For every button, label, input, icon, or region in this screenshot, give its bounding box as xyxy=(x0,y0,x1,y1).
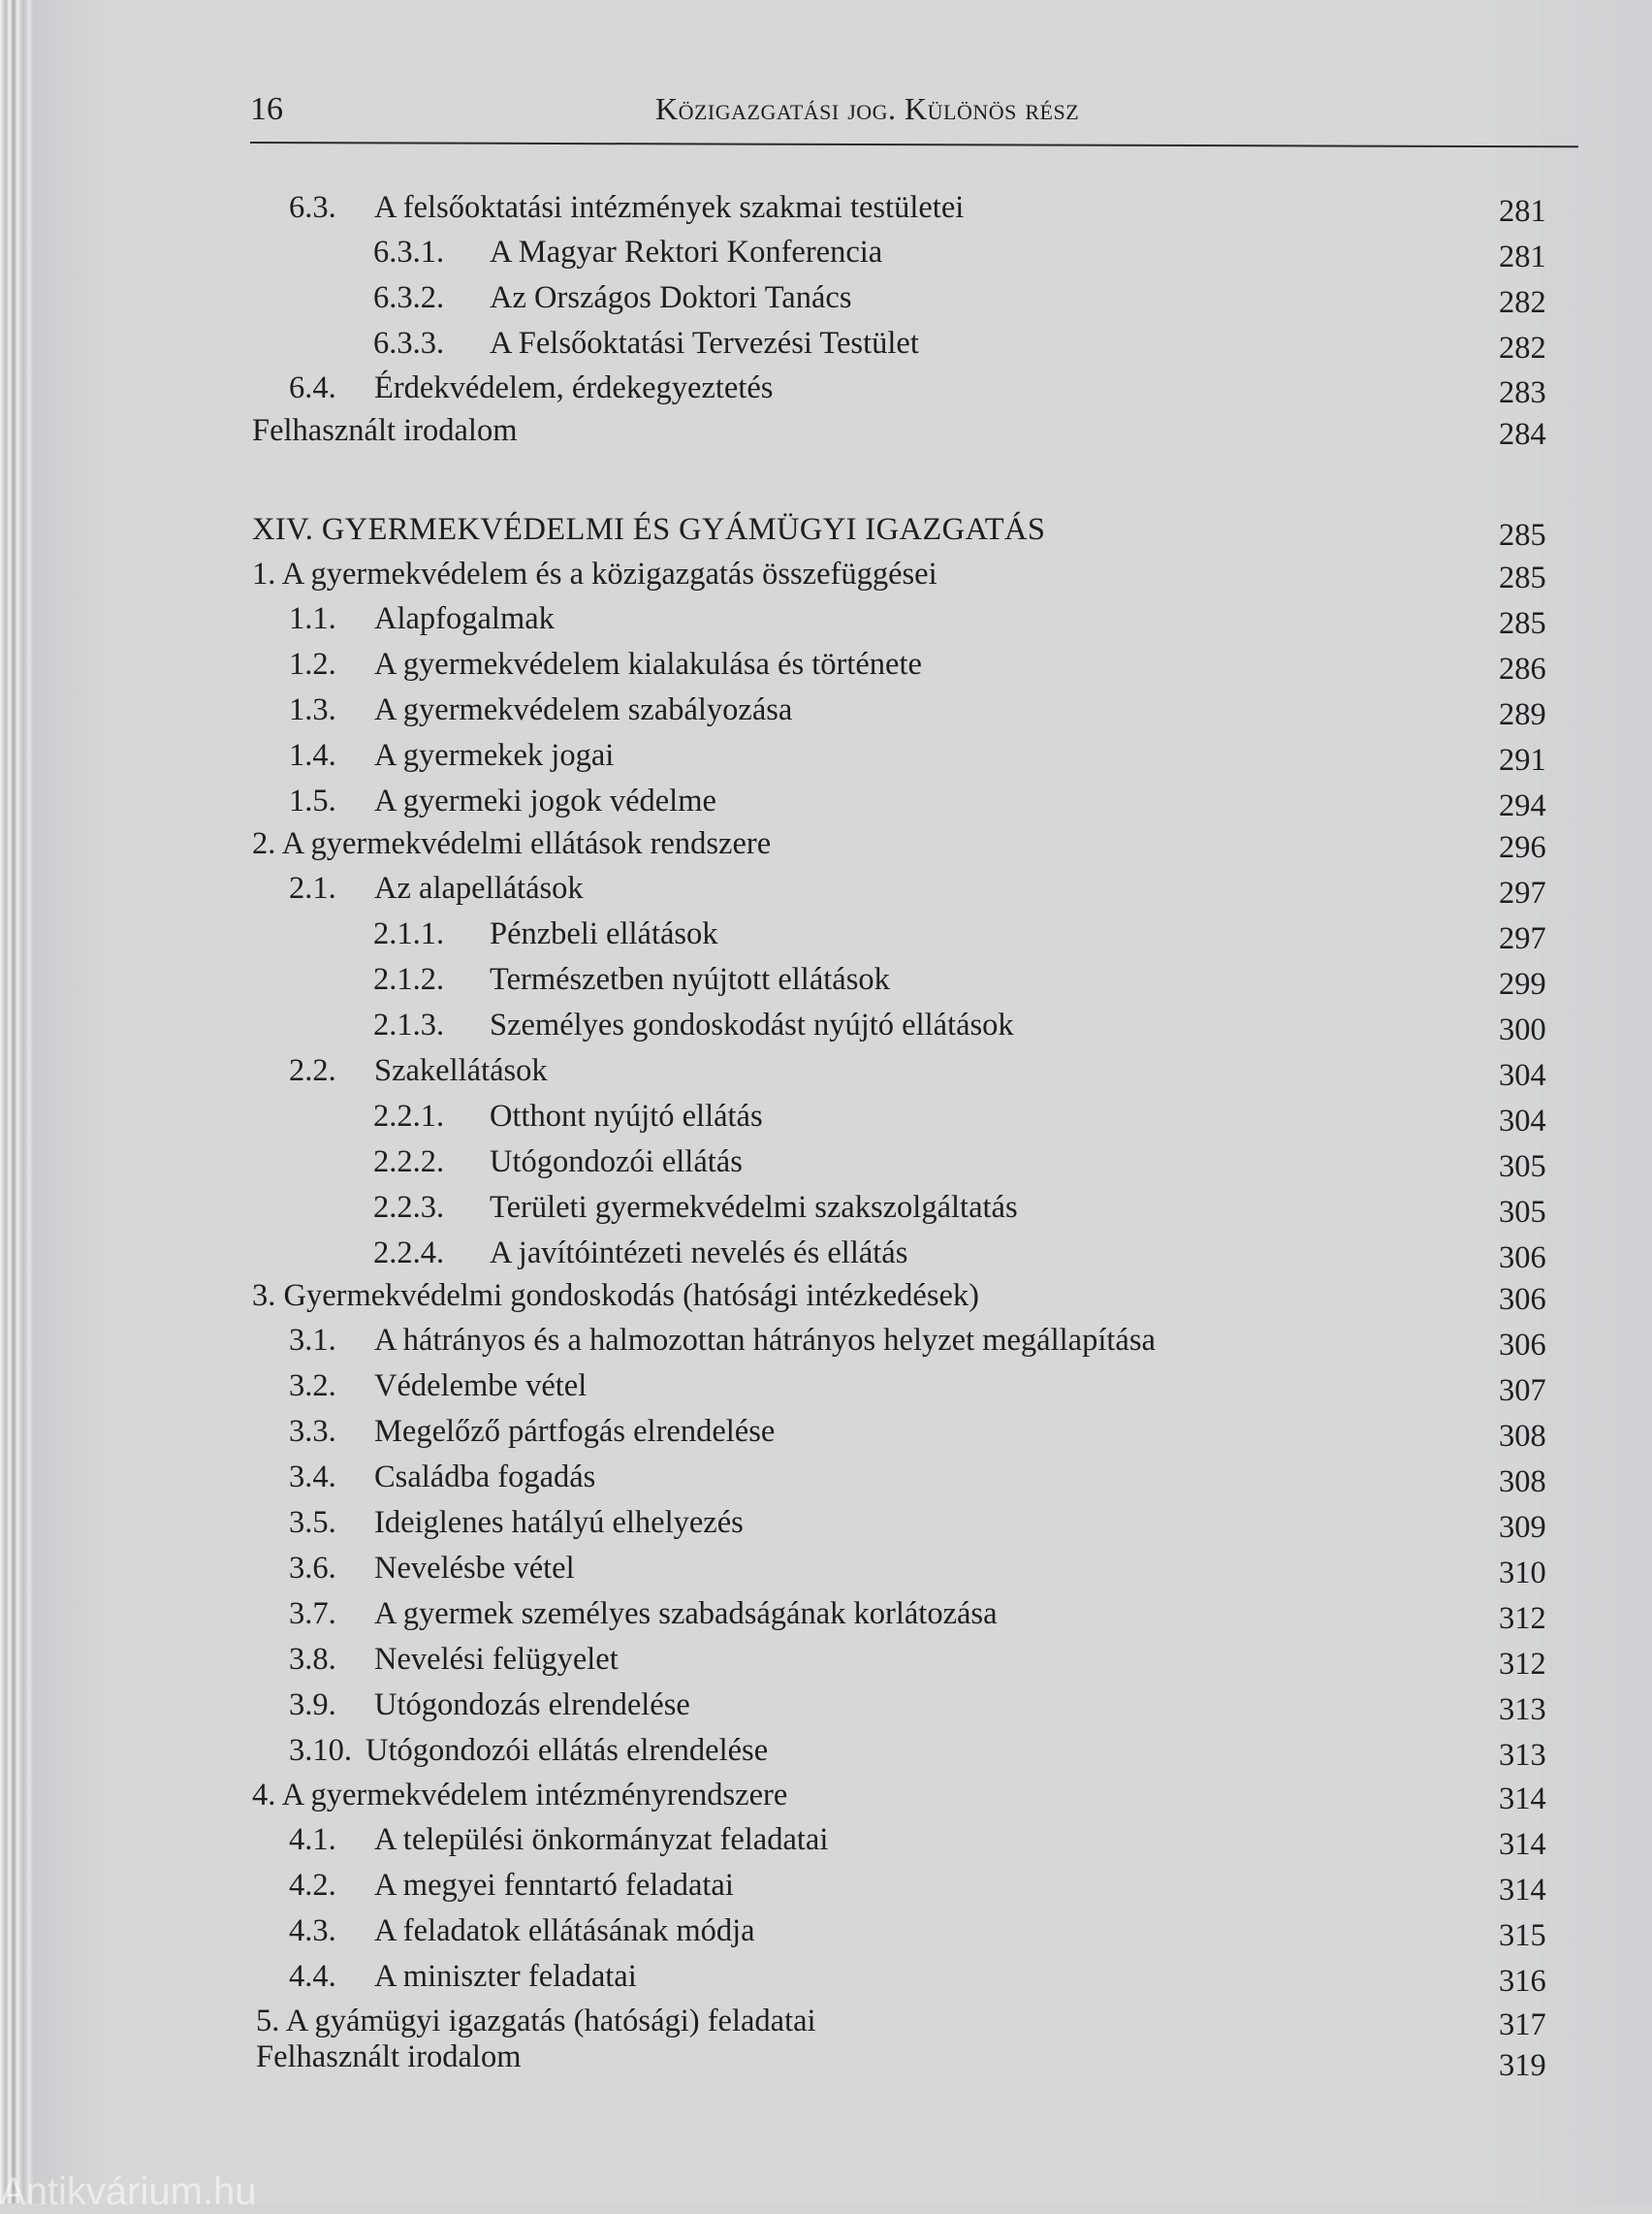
entry-page: 310 xyxy=(1499,1556,1546,1590)
entry-title: A Magyar Rektori Konferencia xyxy=(490,235,883,270)
entry-page: 285 xyxy=(1499,606,1546,641)
entry-title: 3. Gyermekvédelmi gondoskodás (hatósági intézkedések) xyxy=(252,1278,979,1313)
entry-title: A gyermek személyes szabadságának korlátozása xyxy=(374,1596,998,1631)
entry-number: 3.1. xyxy=(289,1323,336,1358)
entry-title: Felhasznált irodalom xyxy=(252,413,518,448)
entry-number: 4.3. xyxy=(289,1913,336,1948)
entry-page: 289 xyxy=(1499,697,1546,732)
entry-title: A gyermekek jogai xyxy=(374,738,615,773)
entry-number: 1.1. xyxy=(289,601,336,636)
entry-page: 282 xyxy=(1499,285,1546,320)
entry-title: A települési önkormányzat feladatai xyxy=(374,1822,829,1857)
entry-title: Utógondozás elrendelése xyxy=(374,1687,690,1722)
entry-page: 319 xyxy=(1499,2048,1546,2083)
entry-number: 3.2. xyxy=(289,1368,336,1403)
entry-page: 297 xyxy=(1499,921,1546,956)
entry-title: Pénzbeli ellátások xyxy=(490,916,718,951)
entry-page: 315 xyxy=(1499,1918,1546,1953)
entry-number: 2.2.3. xyxy=(373,1190,445,1225)
entry-page: 304 xyxy=(1499,1058,1546,1093)
entry-title: Nevelésbe vétel xyxy=(374,1551,575,1586)
watermark: Antikvárium.hu xyxy=(0,2170,257,2213)
entry-page: 307 xyxy=(1499,1373,1546,1408)
entry-page: 285 xyxy=(1499,518,1546,553)
entry-number: 6.3.2. xyxy=(373,280,445,315)
entry-page: 317 xyxy=(1499,2007,1546,2042)
entry-number: 1.2. xyxy=(289,647,336,682)
entry-number: 6.4. xyxy=(289,370,336,405)
entry-title: 5. A gyámügyi igazgatás (hatósági) feladatai xyxy=(256,2004,816,2038)
entry-page: 284 xyxy=(1499,417,1546,452)
entry-number: 2.1. xyxy=(289,871,336,906)
entry-title: 2. A gyermekvédelmi ellátások rendszere xyxy=(252,826,772,861)
page-number: 16 xyxy=(250,91,283,127)
entry-title: Nevelési felügyelet xyxy=(374,1642,619,1677)
entry-page: 314 xyxy=(1499,1827,1546,1862)
entry-title: A gyermeki jogok védelme xyxy=(374,784,716,818)
entry-page: 312 xyxy=(1499,1601,1546,1636)
entry-number: 1.5. xyxy=(289,784,336,818)
entry-title: A miniszter feladatai xyxy=(374,1959,637,1994)
entry-page: 282 xyxy=(1499,331,1546,366)
entry-number: 3.5. xyxy=(289,1505,336,1540)
entry-title: XIV. GYERMEKVÉDELMI ÉS GYÁMÜGYI IGAZGATÁS xyxy=(252,512,1046,547)
entry-number: 1.4. xyxy=(289,738,336,773)
entry-title: Személyes gondoskodást nyújtó ellátások xyxy=(490,1008,1014,1043)
entry-number: 2.2.2. xyxy=(373,1144,445,1179)
entry-title: A felsőoktatási intézmények szakmai testületei xyxy=(374,190,965,225)
entry-number: 2.1.2. xyxy=(373,962,445,997)
entry-page: 316 xyxy=(1499,1964,1546,1999)
entry-title: Szakellátások xyxy=(374,1053,548,1088)
entry-page: 281 xyxy=(1499,240,1546,274)
entry-number: 3.7. xyxy=(289,1596,336,1631)
running-title: Közigazgatási jog. Különös rész xyxy=(655,91,1080,126)
entry-page: 299 xyxy=(1499,967,1546,1002)
entry-number: 2.1.3. xyxy=(373,1008,445,1043)
entry-page: 306 xyxy=(1499,1240,1546,1275)
entry-title: A megyei fenntartó feladatai xyxy=(374,1868,734,1903)
entry-title: Az Országos Doktori Tanács xyxy=(490,280,852,315)
entry-number: 4.2. xyxy=(289,1868,336,1903)
entry-page: 313 xyxy=(1499,1692,1546,1727)
entry-title: Utógondozói ellátás elrendelése xyxy=(365,1733,769,1768)
entry-page: 314 xyxy=(1499,1781,1546,1816)
entry-page: 308 xyxy=(1499,1419,1546,1454)
entry-title: Érdekvédelem, érdekegyeztetés xyxy=(374,370,774,405)
entry-title: Védelembe vétel xyxy=(374,1368,588,1403)
entry-page: 291 xyxy=(1499,743,1546,778)
entry-page: 312 xyxy=(1499,1647,1546,1682)
entry-page: 309 xyxy=(1499,1510,1546,1545)
entry-page: 314 xyxy=(1499,1873,1546,1908)
entry-title: A Felsőoktatási Tervezési Testület xyxy=(490,326,919,361)
entry-page: 313 xyxy=(1499,1738,1546,1773)
entry-page: 296 xyxy=(1499,830,1546,865)
entry-title: A hátrányos és a halmozottan hátrányos helyzet megállapítása xyxy=(374,1323,1156,1358)
entry-number: 3.9. xyxy=(289,1687,336,1722)
entry-title: Alapfogalmak xyxy=(374,601,555,636)
entry-title: Természetben nyújtott ellátások xyxy=(490,962,890,997)
entry-number: 3.6. xyxy=(289,1551,336,1586)
entry-title: A javítóintézeti nevelés és ellátás xyxy=(490,1235,908,1270)
entry-number: 3.10. xyxy=(289,1733,352,1768)
entry-page: 283 xyxy=(1499,375,1546,410)
entry-number: 2.2. xyxy=(289,1053,336,1088)
entry-number: 3.3. xyxy=(289,1414,336,1449)
entry-page: 304 xyxy=(1499,1104,1546,1139)
entry-page: 305 xyxy=(1499,1195,1546,1230)
entry-title: A feladatok ellátásának módja xyxy=(374,1913,755,1948)
entry-title: Családba fogadás xyxy=(374,1460,596,1494)
entry-title: Felhasznált irodalom xyxy=(256,2039,522,2074)
entry-page: 306 xyxy=(1499,1328,1546,1363)
entry-title: 1. A gyermekvédelem és a közigazgatás összefüggései xyxy=(252,557,937,592)
entry-number: 3.8. xyxy=(289,1642,336,1677)
entry-title: Ideiglenes hatályú elhelyezés xyxy=(374,1505,744,1540)
entry-title: Otthont nyújtó ellátás xyxy=(490,1099,763,1134)
entry-page: 285 xyxy=(1499,561,1546,595)
entry-number: 4.4. xyxy=(289,1959,336,1994)
entry-title: Területi gyermekvédelmi szakszolgáltatás xyxy=(490,1190,1018,1225)
entry-number: 1.3. xyxy=(289,692,336,727)
entry-title: Utógondozói ellátás xyxy=(490,1144,743,1179)
entry-title: Az alapellátások xyxy=(374,871,584,906)
entry-title: Megelőző pártfogás elrendelése xyxy=(374,1414,776,1449)
entry-number: 6.3.1. xyxy=(373,235,445,270)
entry-page: 308 xyxy=(1499,1464,1546,1499)
entry-page: 281 xyxy=(1499,194,1546,229)
entry-number: 6.3.3. xyxy=(373,326,445,361)
entry-number: 2.2.1. xyxy=(373,1099,445,1134)
entry-number: 3.4. xyxy=(289,1460,336,1494)
entry-number: 4.1. xyxy=(289,1822,336,1857)
entry-page: 300 xyxy=(1499,1012,1546,1047)
entry-page: 306 xyxy=(1499,1282,1546,1317)
entry-number: 6.3. xyxy=(289,190,336,225)
entry-title: A gyermekvédelem kialakulása és története xyxy=(374,647,922,682)
entry-page: 286 xyxy=(1499,652,1546,687)
entry-page: 294 xyxy=(1499,788,1546,823)
entry-title: 4. A gyermekvédelem intézményrendszere xyxy=(252,1778,788,1813)
entry-number: 2.2.4. xyxy=(373,1235,445,1270)
entry-number: 2.1.1. xyxy=(373,916,445,951)
entry-page: 297 xyxy=(1499,876,1546,911)
entry-page: 305 xyxy=(1499,1149,1546,1184)
entry-title: A gyermekvédelem szabályozása xyxy=(374,692,793,727)
